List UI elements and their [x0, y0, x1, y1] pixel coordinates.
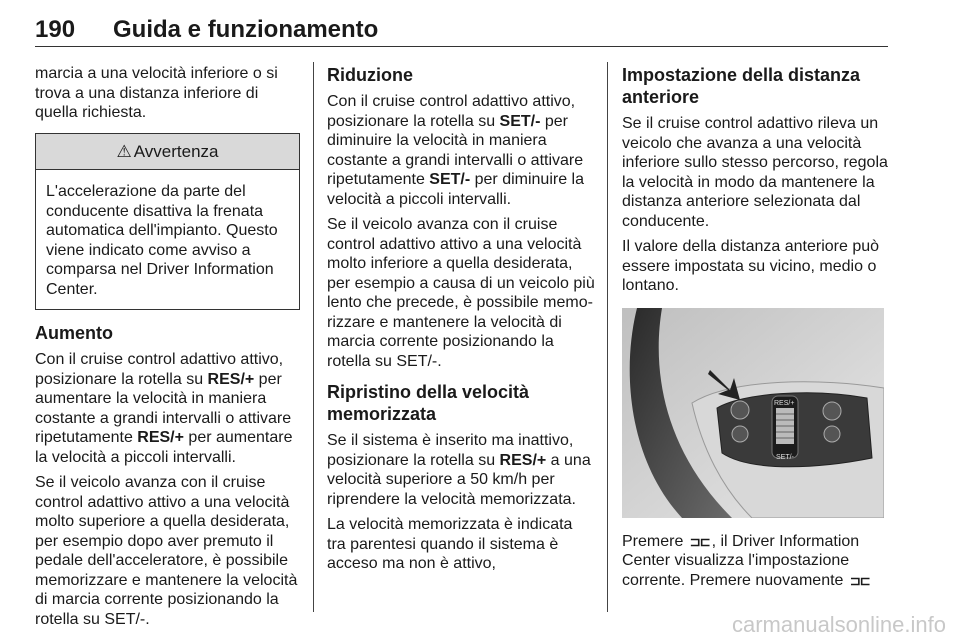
warning-text: L'accelerazione da parte del conducente disattiva la frenata automatica dell'impianto. Questo viene indicato come avviso a comparsa nel Driver Information Center.	[46, 183, 278, 298]
column-left	[35, 64, 300, 635]
section-heading-aumento: Aumento	[35, 323, 113, 343]
intro-paragraph: marcia a una velocità inferiore o si trova a una distanza inferiore di quella richiesta.	[35, 65, 278, 121]
page-number: 190	[35, 16, 76, 43]
page-title: Guida e funzionamento	[113, 16, 379, 43]
column-divider	[313, 62, 314, 612]
warning-box	[35, 133, 300, 311]
steering-wheel-figure	[622, 308, 884, 518]
distance-setting-icon: ⊐⊏	[849, 572, 870, 588]
section-heading-distanza: Impostazione della distanza anteriore	[622, 65, 861, 107]
figure-label-res: RES/+	[774, 399, 795, 407]
page-header	[35, 12, 888, 47]
watermark: carmanualsonline.info	[731, 612, 946, 637]
distanza-paragraph-1: Se il cruise control adattivo rileva un veicolo che avanza a una velocità inferiore sullo stesso percorso, regola la velocità in modo da mantenere la distanza anteriore selezionata dal conducente.	[622, 115, 888, 230]
aumento-paragraph-2: Se il veicolo avanza con il cruise control adattivo attivo a una velocità molto superiore a quella desiderata, per esempio dopo aver premuto il pedale dell'acceleratore, è possibile memorizzare e mantenere la velocità di marcia corrente posizionando la rotella su SET/-.	[35, 474, 298, 628]
riduzione-paragraph-1: Con il cruise control adattivo attivo, posizionare la rotella su SET/- per diminuire la velocità in maniera costante a grandi intervalli o attivare ripetutamente SET/- per diminuire la velocità a piccoli intervalli.	[327, 93, 584, 208]
riduzione-paragraph-2: Se il veicolo avanza con il cruise control adattivo attivo a una velocità molto inferiore a quella desiderata, per esempio a causa di un veicolo più lento che precede, è possibile memo-rizzare e mantenere la velocità di marcia corrente posizionando la rotella su SET/-.	[327, 216, 595, 370]
figure-label-set: SET/-	[776, 453, 794, 461]
distanza-paragraph-3: Premere ⊐⊏ , il Driver Information Center visualizza l'impostazione corrente. Premere nuovamente ⊐⊏	[622, 532, 870, 589]
warning-header	[36, 134, 299, 171]
ripristino-paragraph-2: La velocità memorizzata è indicata tra parentesi quando il sistema è acceso ma non è attivo,	[327, 516, 573, 572]
distance-setting-icon: ⊐⊏	[689, 533, 710, 549]
distanza-paragraph-2: Il valore della distanza anteriore può essere impostata su vicino, medio o lontano.	[622, 238, 880, 294]
warning-triangle-icon: ⚠	[116, 141, 132, 161]
ripristino-paragraph-1: Se il sistema è inserito ma inattivo, posizionare la rotella su RES/+ a una velocità superiore a 50 km/h per riprendere la velocità memorizzata.	[327, 432, 591, 508]
column-divider	[607, 62, 608, 612]
aumento-paragraph-1: Con il cruise control adattivo attivo, posizionare la rotella su RES/+ per aumentare la velocità in maniera costante a grandi intervalli o attivare ripetutamente RES/+ per aumentare la velocità a piccoli intervalli.	[35, 351, 293, 466]
column-right	[622, 64, 890, 596]
section-heading-ripristino: Ripristino della velocità memorizzata	[327, 382, 530, 424]
section-heading-riduzione: Riduzione	[327, 65, 413, 85]
steering-wheel-illustration	[622, 308, 884, 518]
column-middle	[327, 64, 595, 580]
warning-title: Avvertenza	[133, 141, 219, 161]
